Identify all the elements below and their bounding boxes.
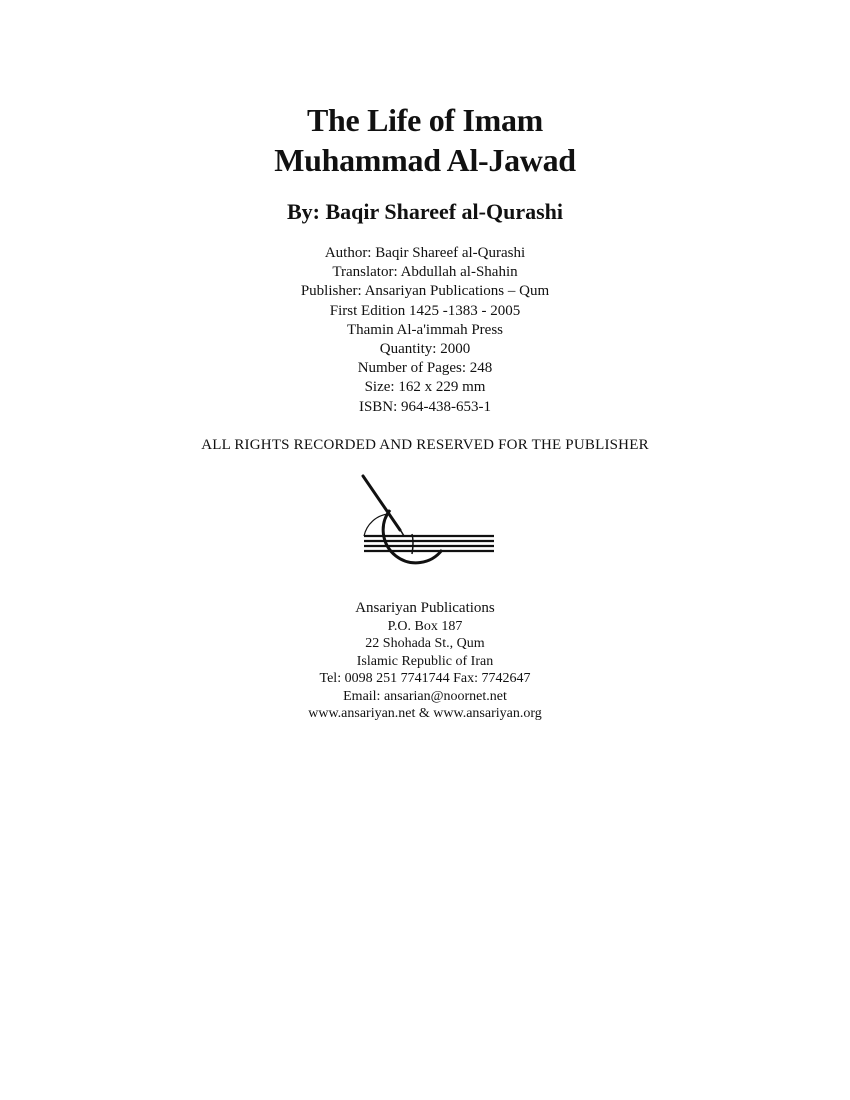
publisher-contact [0,600,850,723]
contact-street: 22 Shohada St., Qum [365,636,485,651]
contact-email: Email: ansarian@noornet.net [343,688,507,704]
detail-size: Size: 162 x 229 mm [364,379,486,396]
detail-translator: Translator: Abdullah al-Shahin [332,264,518,281]
detail-publisher: Publisher: Ansariyan Publications – Qum [300,283,550,300]
book-title-line-2: Muhammad Al-Jawad [274,142,576,178]
detail-quantity: Quantity: 2000 [379,341,471,358]
detail-edition: First Edition 1425 -1383 - 2005 [329,302,521,319]
rights-notice: ALL RIGHTS RECORDED AND RESERVED FOR THE PUBLISHER [201,437,649,453]
book-title-line-1: The Life of Imam [306,102,544,138]
contact-phone-fax: Tel: 0098 251 7741744 Fax: 7742647 [319,671,531,686]
contact-po-box: P.O. Box 187 [387,618,463,634]
contact-country: Islamic Republic of Iran [356,653,494,669]
publication-details [0,244,850,417]
detail-pages: Number of Pages: 248 [357,360,493,377]
detail-press: Thamin Al-a'immah Press [346,321,503,338]
detail-isbn: ISBN: 964-438-653-1 [358,398,492,415]
author-byline: By: Baqir Shareef al-Qurashi [286,199,564,224]
pen-and-book-logo-icon [350,470,500,582]
book-title [0,100,850,180]
detail-author: Author: Baqir Shareef al-Qurashi [324,245,526,261]
contact-publisher-name: Ansariyan Publications [355,600,495,616]
contact-websites: www.ansariyan.net & www.ansariyan.org [308,706,542,721]
